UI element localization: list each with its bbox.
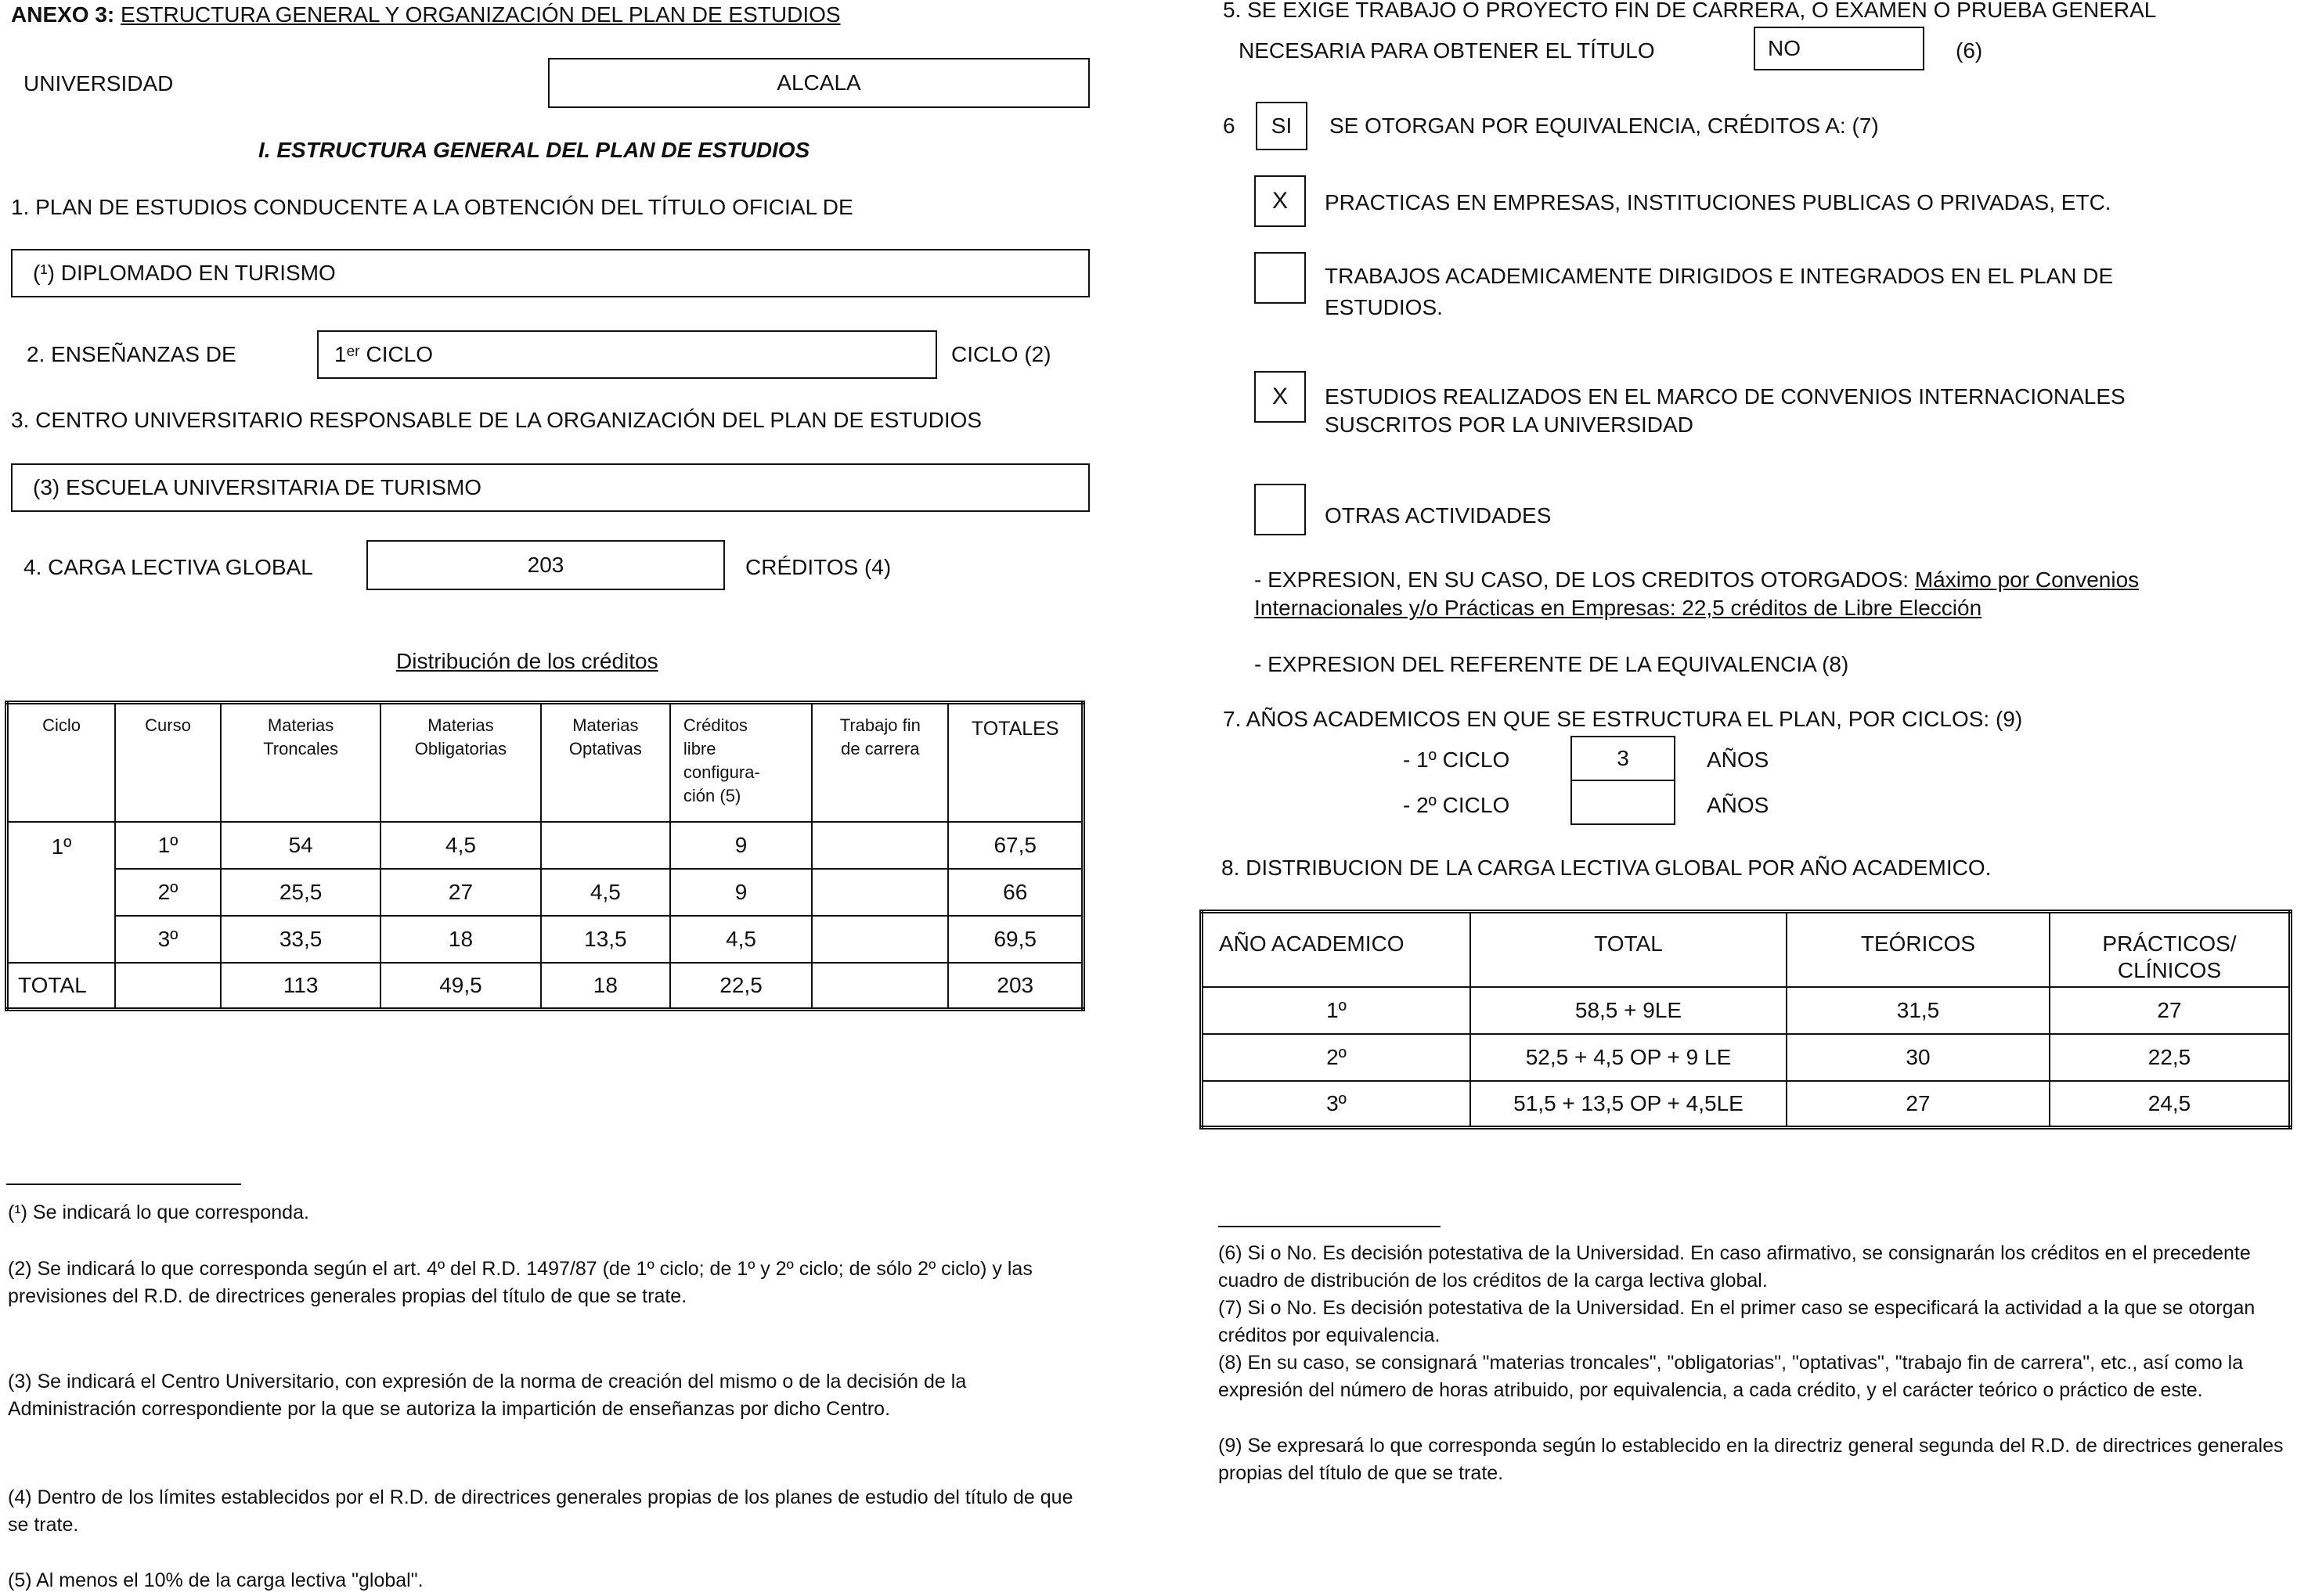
q6-text: SE OTORGAN POR EQUIVALENCIA, CRÉDITOS A: (7) (1329, 113, 1879, 138)
q4-label: 4. CARGA LECTIVA GLOBAL (23, 555, 313, 579)
option-4-checkbox[interactable] (1254, 484, 1306, 535)
table-total-row (7, 963, 1084, 1010)
section-title: I. ESTRUCTURA GENERAL DEL PLAN DE ESTUDIOS (258, 138, 810, 162)
cell-total: 67,5 (948, 822, 1083, 869)
hdr-creditos-l3: configura- (683, 762, 760, 782)
hdr-ciclo: Ciclo (7, 703, 116, 822)
expression-credits-value-b: Internacionales y/o Prácticas en Empresas: 22,5 créditos de Libre Elección (1254, 596, 1982, 620)
footnote-3: (3) Se indicará el Centro Universitario, con expresión de la norma de creación del mismo o de la decisión de la Administración correspondiente por la que se autoriza la impartición de enseñanzas por dicho Centro. (8, 1371, 967, 1420)
hdr-anio: AÑO ACADEMICO (1202, 912, 1471, 987)
hdr-obligatorias-l2: Obligatorias (414, 739, 507, 758)
q7-text: 7. AÑOS ACADEMICOS EN QUE SE ESTRUCTURA EL PLAN, POR CICLOS: (9) (1223, 707, 2023, 731)
annex-title: ESTRUCTURA GENERAL Y ORGANIZACIÓN DEL PLAN DE ESTUDIOS (121, 2, 841, 27)
cell-anio: 3º (1202, 1081, 1471, 1128)
footnote-rule (6, 1183, 241, 1185)
option-3-line2: SUSCRITOS POR LA UNIVERSIDAD (1325, 413, 1693, 437)
footnote-2: (2) Se indicará lo que corresponda según el art. 4º del R.D. 1497/87 (de 1º ciclo; de 1º y 2º ciclo; de sólo 2º ciclo) y las previsiones del R.D. de directrices generales propias del título de que se trate. (8, 1258, 1033, 1307)
cell-troncales: 113 (221, 963, 380, 1010)
footnote-9: (9) Se expresará lo que corresponda según lo establecido en la directriz general segunda del R.D. de directrices generales propias del título de que se trate. (1218, 1435, 2284, 1484)
cell-optativas: 4,5 (541, 869, 670, 916)
ciclo2-field (1570, 780, 1675, 825)
cell-practicos: 27 (2050, 987, 2291, 1034)
footnote-8: (8) En su caso, se consignará "materias troncales", "obligatorias", "optativas", "trabajo fin de carrera", etc., así como la expresión del número de horas atribuido, por equivalencia, a cada crédito, y el carácter teórico o práctico de este. (1218, 1352, 2244, 1401)
expression-credits-prefix: - EXPRESION, EN SU CASO, DE LOS CREDITOS OTORGADOS: (1254, 567, 1909, 592)
cell-obligatorias: 18 (380, 916, 541, 963)
q4-field: 203 (366, 540, 725, 590)
hdr-total: TOTAL (1470, 912, 1787, 987)
cell-troncales: 25,5 (221, 869, 380, 916)
cell-optativas: 18 (541, 963, 670, 1010)
credits-table (5, 701, 1085, 1011)
q2-field: 1ᵉʳ CICLO (317, 330, 937, 379)
hdr-optativas (541, 703, 670, 822)
expression-credits (1254, 567, 2139, 593)
cell-total: 69,5 (948, 916, 1083, 963)
q6-field: SI (1256, 102, 1307, 150)
cell-libre: 9 (670, 869, 812, 916)
hdr-troncales-l2: Troncales (263, 739, 338, 758)
cell-obligatorias: 27 (380, 869, 541, 916)
expression-credits-value-a: Máximo por Convenios (1914, 567, 2140, 592)
ciclo2-anios: AÑOS (1707, 793, 1769, 817)
option-2-line2: ESTUDIOS. (1325, 295, 1443, 319)
option-1-text: PRACTICAS EN EMPRESAS, INSTITUCIONES PUBLICAS O PRIVADAS, ETC. (1325, 190, 2111, 214)
cell-trabajo (812, 869, 948, 916)
cell-total-label: TOTAL (7, 963, 116, 1010)
option-2-checkbox[interactable] (1254, 252, 1306, 304)
option-3-checkbox[interactable]: X (1254, 371, 1306, 423)
footnote-7: (7) Si o No. Es decisión potestativa de la Universidad. En el primer caso se especificará la actividad a la que se otorgan créditos por equivalencia. (1218, 1297, 2256, 1346)
universidad-field: ALCALA (548, 58, 1090, 108)
cell-practicos: 22,5 (2050, 1034, 2291, 1081)
table-row (1202, 1081, 2291, 1128)
option-1-checkbox[interactable]: X (1254, 175, 1306, 227)
hdr-creditos-l4: ción (5) (683, 786, 741, 805)
cell-libre: 4,5 (670, 916, 812, 963)
hdr-optativas-l2: Optativas (568, 739, 642, 758)
hdr-curso: Curso (115, 703, 221, 822)
q4-suffix: CRÉDITOS (4) (745, 555, 892, 579)
footnote-1: (¹) Se indicará lo que corresponda. (8, 1202, 309, 1223)
cell-teoricos: 31,5 (1787, 987, 2050, 1034)
q8-text: 8. DISTRIBUCION DE LA CARGA LECTIVA GLOBAL POR AÑO ACADEMICO. (1221, 856, 1992, 880)
footnote-6: (6) Si o No. Es decisión potestativa de la Universidad. En caso afirmativo, se consignarán los créditos en el precedente cuadro de distribución de los créditos de la carga lectiva global. (1218, 1242, 2251, 1292)
cell-total: 51,5 + 13,5 OP + 4,5LE (1470, 1081, 1787, 1128)
cell-obligatorias: 4,5 (380, 822, 541, 869)
q6-number: 6 (1223, 113, 1235, 138)
cell-curso: 2º (115, 869, 221, 916)
cell-libre: 9 (670, 822, 812, 869)
q3-text: 3. CENTRO UNIVERSITARIO RESPONSABLE DE LA ORGANIZACIÓN DEL PLAN DE ESTUDIOS (11, 408, 983, 432)
cell-practicos: 24,5 (2050, 1081, 2291, 1128)
hdr-trabajo-l1: Trabajo fin (839, 715, 921, 735)
q5-field: NO (1754, 27, 1924, 70)
cell-anio: 1º (1202, 987, 1471, 1034)
credits-header-row (7, 703, 1084, 822)
cell-curso: 1º (115, 822, 221, 869)
q2-label: 2. ENSEÑANZAS DE (27, 342, 236, 366)
cell-trabajo (812, 963, 948, 1010)
cell-optativas (541, 822, 670, 869)
cell-libre: 22,5 (670, 963, 812, 1010)
hdr-practicos-l2: CLÍNICOS (2117, 958, 2222, 982)
hdr-troncales (221, 703, 380, 822)
hdr-totales: TOTALES (948, 703, 1083, 822)
hdr-creditos-l2: libre (683, 739, 716, 758)
cell-total: 203 (948, 963, 1083, 1010)
q2-suffix: CICLO (2) (951, 342, 1051, 366)
hdr-creditos-l1: Créditos (683, 715, 748, 735)
hdr-trabajo (812, 703, 948, 822)
footnote-5: (5) Al menos el 10% de la carga lectiva "global". (8, 1569, 424, 1591)
cell-teoricos: 30 (1787, 1034, 2050, 1081)
dist-title: Distribución de los créditos (396, 649, 658, 673)
table-row (7, 822, 1084, 869)
hdr-practicos (2050, 912, 2291, 987)
q1-text: 1. PLAN DE ESTUDIOS CONDUCENTE A LA OBTENCIÓN DEL TÍTULO OFICIAL DE (11, 195, 853, 219)
hdr-troncales-l1: Materias (267, 715, 334, 735)
table-row (1202, 987, 2291, 1034)
footnote-rule-right (1218, 1226, 1441, 1227)
q5-suffix: (6) (1956, 38, 1983, 63)
ciclo1-field: 3 (1570, 736, 1675, 781)
cell-obligatorias: 49,5 (380, 963, 541, 1010)
cell-curso (115, 963, 221, 1010)
hdr-trabajo-l2: de carrera (841, 739, 920, 758)
q5-line1: 5. SE EXIGE TRABAJO O PROYECTO FIN DE CARRERA, O EXAMEN O PRUEBA GENERAL (1223, 0, 2157, 22)
cell-total: 58,5 + 9LE (1470, 987, 1787, 1034)
hdr-obligatorias (380, 703, 541, 822)
option-4-text: OTRAS ACTIVIDADES (1325, 503, 1552, 528)
cell-total: 52,5 + 4,5 OP + 9 LE (1470, 1034, 1787, 1081)
option-2-line1: TRABAJOS ACADEMICAMENTE DIRIGIDOS E INTEGRADOS EN EL PLAN DE (1325, 264, 2114, 288)
cell-ciclo: 1º (7, 822, 116, 963)
annex-heading (11, 2, 841, 28)
hdr-teoricos: TEÓRICOS (1787, 912, 2050, 987)
cell-teoricos: 27 (1787, 1081, 2050, 1128)
expression-equivalence: - EXPRESION DEL REFERENTE DE LA EQUIVALENCIA (8) (1254, 652, 1849, 676)
ciclo1-label: - 1º CICLO (1403, 748, 1510, 772)
hdr-obligatorias-l1: Materias (427, 715, 494, 735)
cell-troncales: 33,5 (221, 916, 380, 963)
table-row (7, 916, 1084, 963)
hdr-creditos-libre (670, 703, 812, 822)
hdr-optativas-l1: Materias (572, 715, 639, 735)
ciclo1-anios: AÑOS (1707, 748, 1769, 772)
cell-total: 66 (948, 869, 1083, 916)
footnote-4: (4) Dentro de los límites establecidos por el R.D. de directrices generales propias de los planes de estudio del título de que se trate. (8, 1486, 1073, 1536)
cell-trabajo (812, 822, 948, 869)
annex-label: ANEXO 3: (11, 2, 115, 27)
table-row (1202, 1034, 2291, 1081)
ciclo2-label: - 2º CICLO (1403, 793, 1510, 817)
q1-field: (¹) DIPLOMADO EN TURISMO (11, 249, 1090, 297)
cell-trabajo (812, 916, 948, 963)
universidad-label: UNIVERSIDAD (23, 71, 174, 95)
q3-field: (3) ESCUELA UNIVERSITARIA DE TURISMO (11, 463, 1090, 512)
table-row (7, 869, 1084, 916)
cell-curso: 3º (115, 916, 221, 963)
cell-optativas: 13,5 (541, 916, 670, 963)
option-3-line1: ESTUDIOS REALIZADOS EN EL MARCO DE CONVENIOS INTERNACIONALES (1325, 384, 2126, 409)
hdr-practicos-l1: PRÁCTICOS/ (2102, 931, 2237, 956)
load-table (1199, 910, 2292, 1129)
cell-anio: 2º (1202, 1034, 1471, 1081)
q5-line2: NECESARIA PARA OBTENER EL TÍTULO (1239, 38, 1655, 63)
cell-troncales: 54 (221, 822, 380, 869)
load-header-row (1202, 912, 2291, 987)
